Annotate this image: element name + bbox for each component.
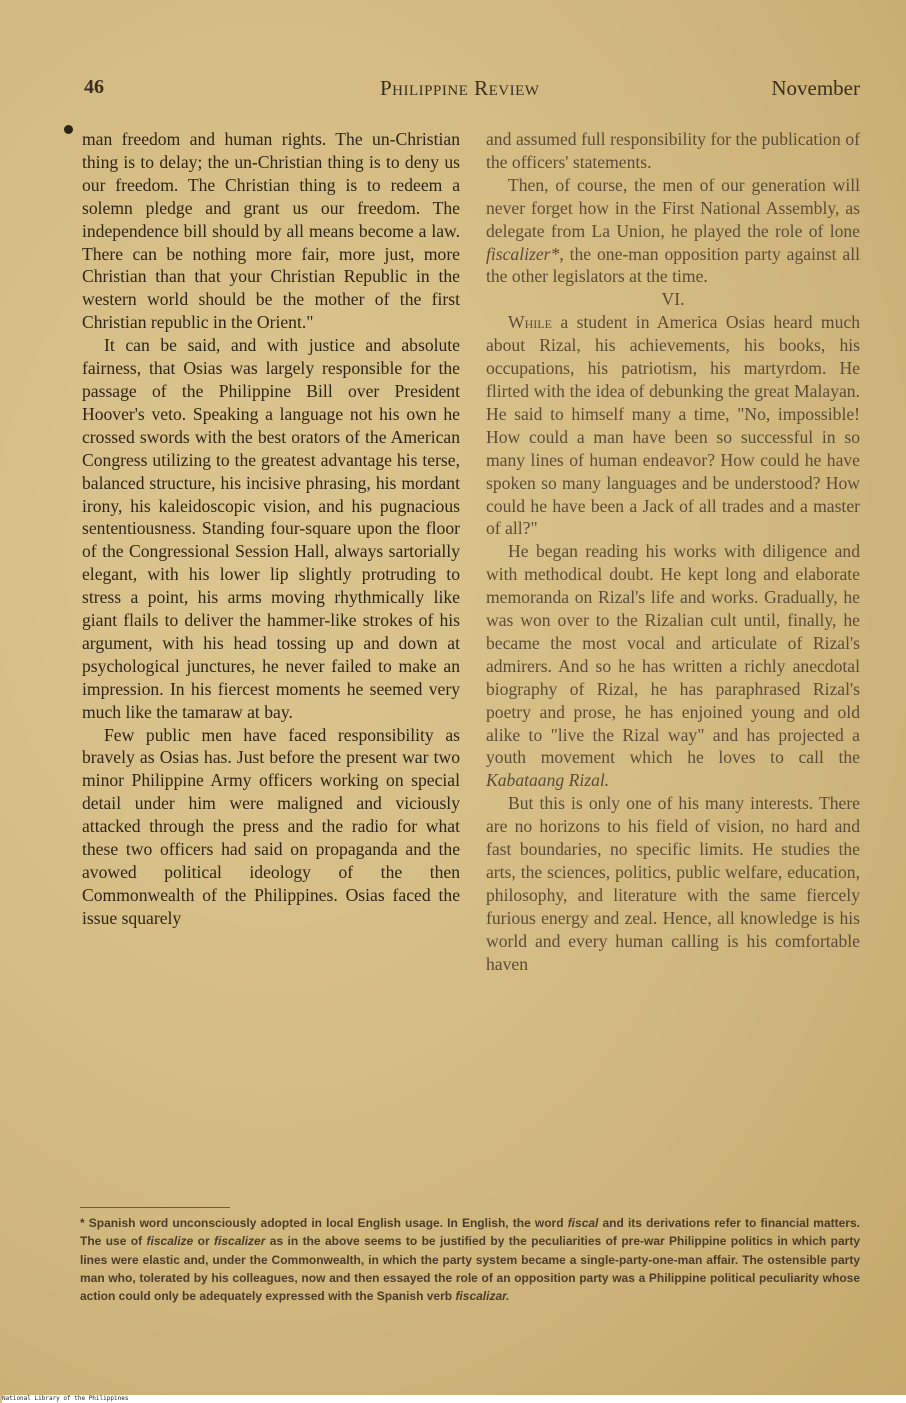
paragraph: and assumed full responsibility for the publication of the officers' statements. xyxy=(486,129,860,172)
italic-term: fiscalize xyxy=(146,1234,194,1249)
paragraph: But this is only one of his many interests. There are no horizons to his field of vision, no hard and fast boundaries, no specific limits. He studies the arts, the sciences, politics, public welfare, education, philosophy, and literature with the same fiercely furious energy and zeal. Hence, all knowledge is his world and every human calling is his comfortable haven xyxy=(486,793,860,974)
paragraph: Few public men have faced responsibility as bravely as Osias has. Just before the present war two minor Philippine Army officers working on special detail under him were maligned and viciously attacked through the press and the radio for what these two officers had said on propaganda and the avowed political ideology of the then Commonwealth of the Philippines. Osias faced the issue squarely xyxy=(82,724,460,928)
italic-term: fiscal xyxy=(567,1216,599,1230)
italic-term: fiscalizer xyxy=(214,1234,266,1249)
lead-word: While xyxy=(508,312,552,333)
section-heading: VI. xyxy=(661,289,685,310)
italic-term: Kabataang Rizal. xyxy=(486,770,610,791)
paragraph xyxy=(486,311,860,540)
text-run: * Spanish word unconsciously adopted in local English usage. In English, the word xyxy=(80,1216,568,1230)
page-number: 46 xyxy=(84,76,104,98)
paragraph xyxy=(486,174,860,289)
paragraph xyxy=(486,540,860,792)
text-run: a student in America Osias heard much about Rizal, his achievements, his books, his occupations, his patriotism, his martyrdom. He flirted with the idea of debunking the great Malayan. He said to himself many a time, "No, impossible! How could a man have been so successful in so many lines of human endeavor? How could he have spoken so many languages and be understood? How could he have been a Jack of all trades and a master of all?" xyxy=(486,312,860,539)
library-credit: National Library of the Philippines xyxy=(2,1395,906,1403)
text-run: or xyxy=(193,1234,215,1249)
page-header xyxy=(84,76,860,106)
ink-dot xyxy=(64,125,73,134)
footnote xyxy=(80,1214,860,1305)
text-run: Then, of course, the men of our generation will never forget how in the First National Assembly, as delegate from La Union, he played the role of lone xyxy=(486,174,860,241)
footnote-rule xyxy=(80,1207,230,1208)
paragraph: It can be said, and with justice and absolute fairness, that Osias was largely responsible for the passage of the Philippine Bill over President Hoover's veto. Speaking a language not his own he crossed swords with the best orators of the American Congress utilizing to the greatest advantage his terse, balanced structure, his incisive phrasing, his mordant irony, his kaleidoscopic vision, and his pugnacious sententiousness. Standing four-square upon the floor of the Congressional Session Hall, always sartorially elegant, with his lower lip slightly protruding to stress a point, his arms moving rhythmically like giant flails to deliver the hammer-like strokes of his argument, with his head tossing up and down at psychological junctures, he never failed to make an impression. In his fiercest moments he seemed very much like the tamaraw at bay. xyxy=(82,335,460,722)
issue-month: November xyxy=(771,76,860,100)
text-run: and its derivations refer to financial matters. The use of xyxy=(80,1216,860,1249)
italic-term: fiscalizar. xyxy=(455,1289,510,1304)
running-title: Philippine Review xyxy=(380,76,540,100)
left-column xyxy=(82,128,460,930)
text-run: He began reading his works with diligence and with methodical doubt. He kept long and elaborate memoranda on Rizal's life and works. Gradually, he was won over to the Rizalian cult until, finally, he became the most vocal and articulate of Rizal's admirers. And so he has written a richly anecdotal biography of Rizal, he has paraphrased Rizal's poetry and prose, he has enjoined young and old alike to "live the Rizal way" and has projected a youth movement which he loves to call the xyxy=(486,541,860,768)
italic-term: fiscalizer* xyxy=(486,243,560,264)
right-column xyxy=(486,128,860,976)
text-run: , the one-man opposition party against all the other legislators at the time. xyxy=(486,243,860,287)
text-run: as in the above seems to be justified by the peculiarities of pre-war Philippine politics in which party lines were elastic and, under the Commonwealth, in which the party system became a single-party-one-man affair. The ostensible party man who, tolerated by his colleagues, now and then essayed the role of an opposition party was a Philippine political peculiarity whose action could only be adequately expressed with the Spanish verb xyxy=(80,1234,860,1304)
paragraph: man freedom and human rights. The un-Christian thing is to delay; the un-Christian thing is to deny us our freedom. The Christian thing is to redeem a solemn pledge and grant us our freedom. The independence bill should by all means become a law. There can be nothing more fair, more just, more Christian than that your Christian Republic in the western world should be the mother of the first Christian republic in the Orient." xyxy=(82,129,460,333)
